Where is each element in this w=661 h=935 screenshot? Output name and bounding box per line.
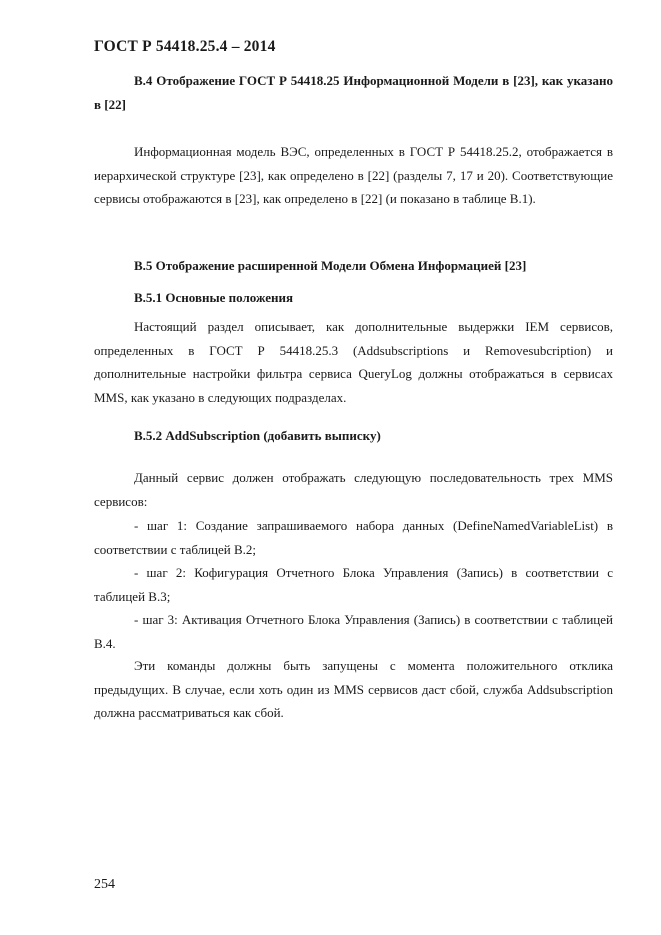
step-1-text: - шаг 1: Создание запрашиваемого набора данных (DefineNamedVariableList) в соответствии с таблицей В.2; (94, 518, 613, 557)
section-b51-paragraph (94, 315, 613, 409)
section-b52-intro (94, 466, 613, 513)
section-b52-heading (94, 424, 613, 448)
section-b4-heading-text: В.4 Отображение ГОСТ Р 54418.25 Информационной Модели в [23], как указано в [22] (94, 73, 613, 112)
step-1-item (94, 514, 613, 561)
section-b4-paragraph-text: Информационная модель ВЭС, определенных в ГОСТ Р 54418.25.2, отображается в иерархической структуре [23], как определено в [22] (разделы 7, 17 и 20). Соответствующие сервисы отображаются в [23], как определено в [22] (и показано в таблице В.1). (94, 144, 613, 206)
section-b51-heading-text: В.5.1 Основные положения (134, 290, 293, 305)
section-b4-heading (94, 69, 613, 117)
section-b51-heading (94, 286, 613, 310)
section-b52-intro-text: Данный сервис должен отображать следующую последовательность трех MMS сервисов: (94, 470, 613, 509)
section-b5-heading (94, 254, 613, 278)
closing-paragraph-text: Эти команды должны быть запущены с момента положительного отклика предыдущих. В случае, если хоть один из MMS сервисов даст сбой, служба Addsubscription должна рассматриваться как сбой. (94, 658, 613, 720)
page-number: 254 (94, 877, 115, 892)
section-b51-paragraph-text: Настоящий раздел описывает, как дополнительные выдержки IEM сервисов, определенных в ГОСТ Р 54418.25.3 (Addsubscriptions и Removesubcription) и дополнительные настройки фильтра сервиса QueryLog должны отображаться в сервисах MMS, как указано в следующих подразделах. (94, 319, 613, 405)
document-header: ГОСТ Р 54418.25.4 – 2014 (94, 38, 276, 55)
closing-paragraph (94, 654, 613, 725)
section-b5-heading-text: В.5 Отображение расширенной Модели Обмена Информацией [23] (134, 258, 527, 273)
step-3-text: - шаг 3: Активация Отчетного Блока Управления (Запись) в соответствии с таблицей В.4. (94, 612, 613, 651)
section-b4-paragraph (94, 140, 613, 211)
step-2-item (94, 561, 613, 608)
section-b52-heading-text: В.5.2 AddSubscription (добавить выписку) (134, 428, 381, 443)
step-3-item (94, 608, 613, 655)
step-2-text: - шаг 2: Кофигурация Отчетного Блока Управления (Запись) в соответствии с таблицей В.3; (94, 565, 613, 604)
